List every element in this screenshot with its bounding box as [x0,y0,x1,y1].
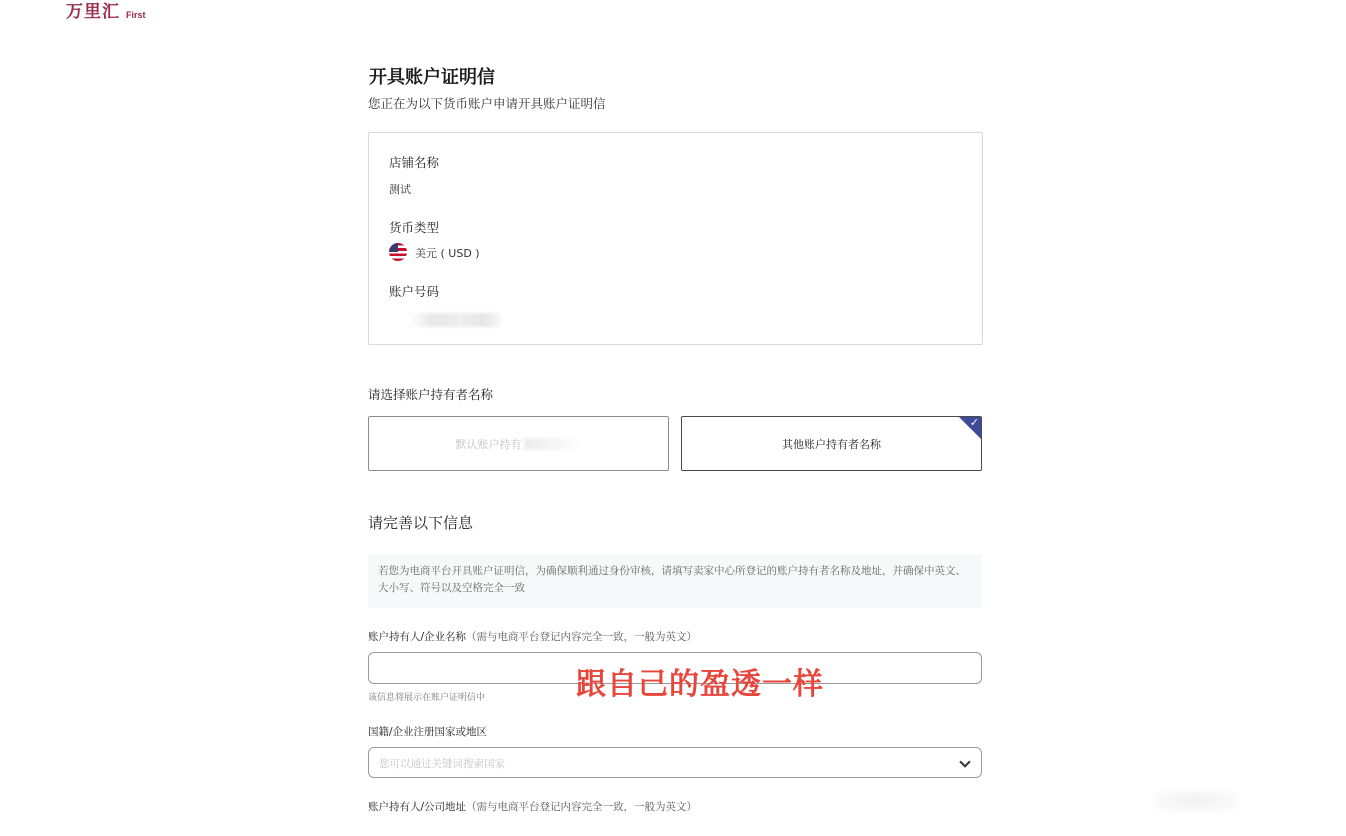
check-icon: ✓ [969,416,979,429]
country-select[interactable] [368,747,982,778]
logo-text: First [126,10,146,20]
currency-label: 货币类型 [389,220,440,235]
us-flag-icon [389,243,407,261]
holder-name-label [368,629,697,644]
address-hint: （需与电商平台登记内容完全一致，一般为英文） [466,801,698,813]
holder-name-helper: 该信息将展示在账户证明信中 [368,693,486,703]
chevron-down-icon[interactable] [959,756,970,767]
currency-value: 美元 ( USD ) [415,247,480,260]
account-number-masked [409,313,501,327]
store-name-label: 店铺名称 [389,155,440,170]
default-holder-option-label: 默认账户持有 [455,437,522,451]
watermark [1154,790,1238,812]
store-name-value: 测试 [389,183,411,196]
country-label: 国籍/企业注册国家或地区 [368,726,488,738]
country-select-placeholder: 您可以通过关键词搜索国家 [379,758,505,770]
holder-name-hint: （需与电商平台登记内容完全一致，一般为英文） [466,631,698,643]
other-holder-option[interactable] [681,416,982,471]
page-subtitle: 您正在为以下货币账户申请开具账户证明信 [368,96,606,111]
form-section-title: 请完善以下信息 [368,514,474,532]
red-annotation-text: 跟自己的盈透一样 [576,667,824,702]
account-number-label: 账户号码 [389,284,440,299]
address-label [368,799,697,814]
logo-mark: 万里汇 [66,2,120,22]
default-holder-masked [524,438,582,450]
brand-logo [66,2,146,22]
default-holder-option[interactable] [368,416,669,471]
holder-selection-label: 请选择账户持有者名称 [368,387,494,402]
address-label-text: 账户持有人/公司地址 [368,801,467,813]
page-title: 开具账户证明信 [369,67,495,88]
holder-name-label-text: 账户持有人/企业名称 [368,631,467,643]
other-holder-option-label: 其他账户持有者名称 [782,437,881,451]
notice-box: 若您为电商平台开具账户证明信，为确保顺利通过身份审核，请填写卖家中心所登记的账户持有者名称及地址，并确保中英文、大小写、符号以及空格完全一致 [368,554,981,608]
account-info-card [368,132,983,345]
